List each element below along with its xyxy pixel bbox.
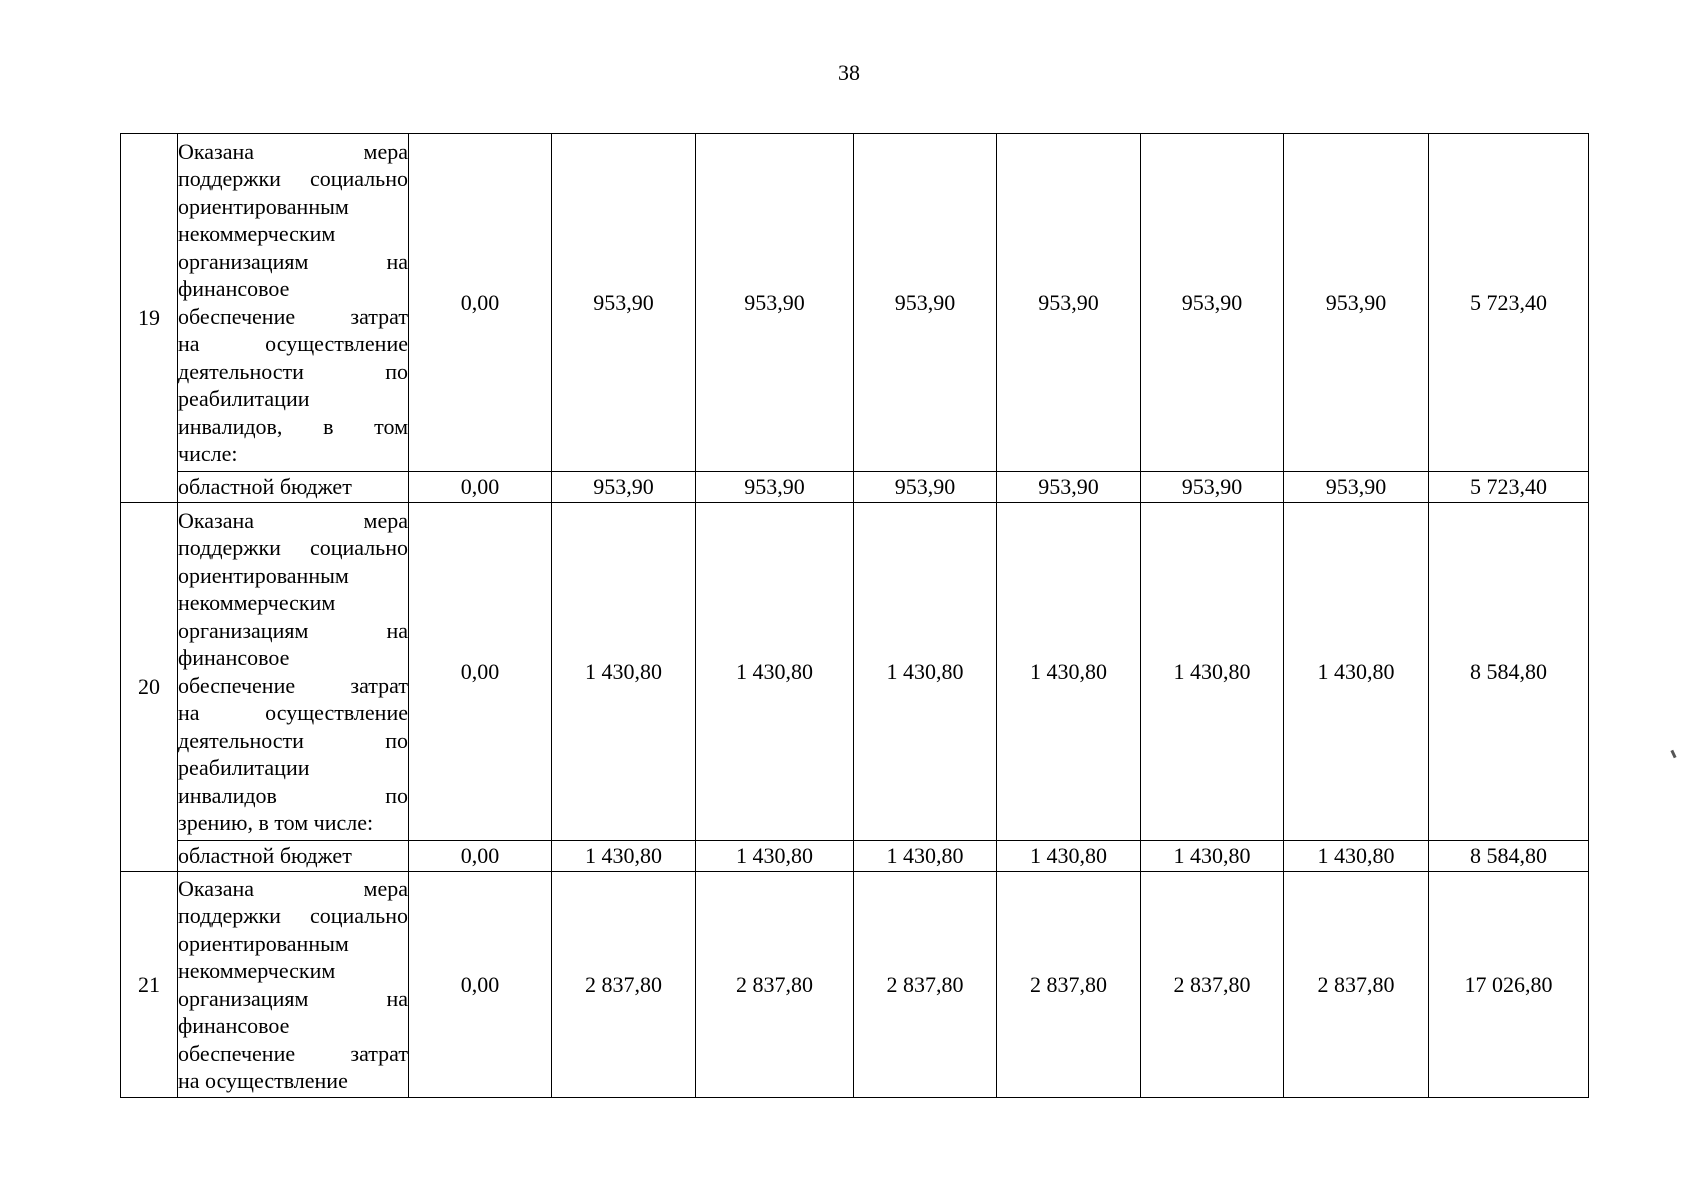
year-value-cell: 0,00 (409, 503, 552, 841)
description-line: зрению, в том числе: (178, 810, 374, 835)
year-value-cell: 953,90 (696, 134, 854, 472)
total-cell: 5 723,40 (1429, 472, 1589, 503)
row-description (178, 503, 409, 841)
table-subrow (121, 841, 1589, 872)
year-value-cell: 953,90 (1141, 134, 1284, 472)
year-value-cell: 953,90 (552, 472, 696, 503)
description-line: некоммерческим (178, 590, 336, 615)
total-cell: 8 584,80 (1429, 503, 1589, 841)
description-line: ориентированным (178, 562, 349, 588)
year-value-cell: 953,90 (1141, 472, 1284, 503)
year-value-cell: 1 430,80 (696, 503, 854, 841)
description-line: поддержки социально (178, 535, 408, 560)
row-number: 19 (121, 134, 178, 503)
year-value-cell: 953,90 (997, 134, 1141, 472)
total-cell: 5 723,40 (1429, 134, 1589, 472)
year-value-cell: 1 430,80 (854, 841, 997, 872)
description-line: некоммерческим (178, 221, 336, 246)
description-line: поддержки социально (178, 903, 408, 928)
budget-source-label: областной бюджет (178, 472, 409, 503)
year-value-cell: 1 430,80 (1141, 841, 1284, 872)
year-value-cell: 2 837,80 (854, 872, 997, 1098)
year-value-cell: 953,90 (854, 134, 997, 472)
description-line: деятельности по (178, 358, 408, 384)
description-line: обеспечение затрат (178, 303, 408, 329)
description-line: поддержки социально (178, 166, 408, 191)
description-line: инвалидов по (178, 782, 408, 808)
description-line: организациям на (178, 617, 408, 643)
year-value-cell: 2 837,80 (997, 872, 1141, 1098)
description-line: ориентированным (178, 930, 349, 956)
description-line: на осуществление (178, 1068, 348, 1093)
table-row (121, 872, 1589, 1098)
year-value-cell: 1 430,80 (552, 503, 696, 841)
year-value-cell: 2 837,80 (552, 872, 696, 1098)
table-row (121, 134, 1589, 472)
total-cell: 17 026,80 (1429, 872, 1589, 1098)
description-line: обеспечение затрат (178, 1040, 408, 1066)
row-number: 21 (121, 872, 178, 1098)
row-description (178, 872, 409, 1098)
year-value-cell: 2 837,80 (1284, 872, 1429, 1098)
year-value-cell: 1 430,80 (552, 841, 696, 872)
description-line: на осуществление (178, 331, 408, 356)
year-value-cell: 0,00 (409, 841, 552, 872)
year-value-cell: 953,90 (1284, 472, 1429, 503)
description-line: некоммерческим (178, 958, 336, 983)
description-line: на осуществление (178, 700, 408, 725)
description-line: Оказана мера (178, 875, 408, 901)
year-value-cell: 1 430,80 (1284, 503, 1429, 841)
year-value-cell: 1 430,80 (854, 503, 997, 841)
year-value-cell: 953,90 (1284, 134, 1429, 472)
description-line: инвалидов, в том (178, 413, 408, 439)
budget-source-label: областной бюджет (178, 841, 409, 872)
year-value-cell: 1 430,80 (1141, 503, 1284, 841)
year-value-cell: 953,90 (552, 134, 696, 472)
year-value-cell: 1 430,80 (696, 841, 854, 872)
description-line: финансовое (178, 1013, 290, 1038)
description-line: реабилитации (178, 386, 310, 411)
description-line: финансовое (178, 645, 290, 670)
year-value-cell: 0,00 (409, 134, 552, 472)
year-value-cell: 953,90 (997, 472, 1141, 503)
year-value-cell: 1 430,80 (997, 503, 1141, 841)
year-value-cell: 953,90 (696, 472, 854, 503)
description-line: обеспечение затрат (178, 672, 408, 698)
description-line: организациям на (178, 248, 408, 274)
description-line: реабилитации (178, 755, 310, 780)
year-value-cell: 2 837,80 (1141, 872, 1284, 1098)
scan-artifact-mark (1670, 750, 1676, 759)
description-line: организациям на (178, 985, 408, 1011)
description-line: Оказана мера (178, 507, 408, 533)
description-line: Оказана мера (178, 138, 408, 164)
year-value-cell: 953,90 (854, 472, 997, 503)
year-value-cell: 2 837,80 (696, 872, 854, 1098)
description-line: ориентированным (178, 193, 349, 219)
year-value-cell: 0,00 (409, 872, 552, 1098)
year-value-cell: 1 430,80 (1284, 841, 1429, 872)
table-subrow (121, 472, 1589, 503)
description-line: финансовое (178, 276, 290, 301)
page-number: 38 (838, 60, 860, 85)
description-line: деятельности по (178, 727, 408, 753)
total-cell: 8 584,80 (1429, 841, 1589, 872)
budget-table (120, 133, 1589, 1098)
year-value-cell: 1 430,80 (997, 841, 1141, 872)
description-line: числе: (178, 441, 238, 466)
row-number: 20 (121, 503, 178, 872)
year-value-cell: 0,00 (409, 472, 552, 503)
row-description (178, 134, 409, 472)
table-row (121, 503, 1589, 841)
